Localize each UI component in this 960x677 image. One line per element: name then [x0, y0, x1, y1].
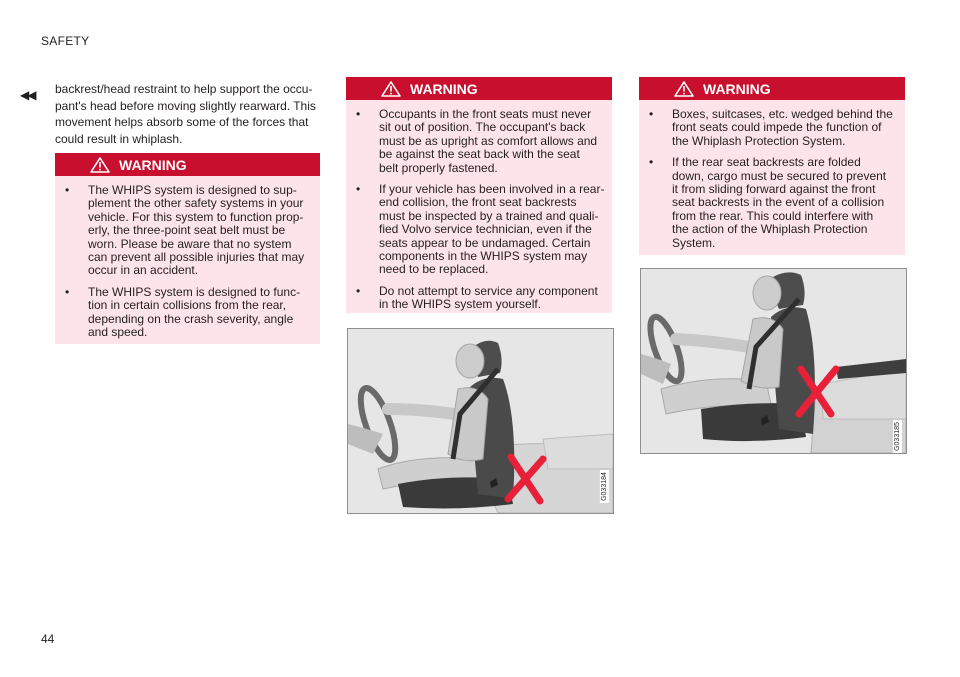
- warning-item: [55, 184, 320, 278]
- warning-line: Occupants in the front seats must never: [379, 107, 592, 121]
- intro-paragraph: [55, 81, 327, 147]
- warning-item: [639, 156, 905, 250]
- warning-line: and speed.: [88, 325, 148, 340]
- warning-header: [55, 153, 320, 176]
- figure-code: G033185: [894, 422, 902, 451]
- figure-seat-dummy-2: [640, 268, 907, 454]
- warning-line: the action of the Whiplash Protection: [672, 222, 868, 237]
- section-title: SAFETY: [41, 34, 90, 48]
- bullet: •: [649, 155, 654, 170]
- bullet: •: [356, 107, 361, 121]
- warning-item: [639, 108, 905, 148]
- warning-line: erly, the three-point seat belt must be: [88, 223, 286, 238]
- warning-line: the Whiplash Protection System.: [672, 133, 846, 148]
- warning-line: plement the other safety systems in your: [88, 196, 304, 211]
- warning-line: Boxes, suitcases, etc. wedged behind the: [672, 107, 893, 121]
- warning-line: fied Volvo service technician, even if the: [379, 222, 592, 237]
- bullet: •: [649, 107, 654, 121]
- warning-line: down, cargo must be secured to prevent: [672, 168, 887, 183]
- warning-line: components in the WHIPS system may: [379, 249, 588, 264]
- bullet: •: [65, 183, 70, 197]
- warning-line: System.: [672, 235, 716, 250]
- warning-line: If the rear seat backrests are folded: [672, 155, 861, 170]
- warning-line: The WHIPS system is designed to func-: [88, 284, 301, 299]
- warning-line: seats appear to be undamaged. Certain: [379, 235, 591, 250]
- warning-triangle-icon: [674, 81, 694, 97]
- warning-line: seat backrests in the event of a collision: [672, 195, 885, 210]
- warning-line: front seats could impede the function of: [672, 120, 882, 135]
- warning-item: [55, 286, 320, 340]
- seat-dummy-illustration: [348, 329, 613, 513]
- bullet: •: [356, 182, 361, 197]
- warning-title: WARNING: [410, 80, 478, 97]
- warning-line: must be as upright as comfort allows and: [379, 133, 598, 148]
- warning-line: in the WHIPS system yourself.: [379, 297, 542, 312]
- page-number: 44: [41, 632, 55, 646]
- warning-header: [346, 77, 612, 100]
- figure-seat-dummy-1: [347, 328, 614, 514]
- warning-line: worn. Please be aware that no system: [88, 236, 292, 251]
- warning-line: tion in certain collisions from the rear,: [88, 298, 287, 313]
- warning-title: WARNING: [703, 80, 771, 97]
- warning-line: belt properly fastened.: [379, 160, 498, 175]
- bullet: •: [65, 284, 70, 299]
- previous-page-icon[interactable]: ◀◀: [20, 88, 35, 102]
- warning-line: occur in an accident.: [88, 263, 199, 278]
- warning-triangle-icon: [381, 81, 401, 97]
- warning-line: The WHIPS system is designed to sup-: [88, 183, 297, 197]
- intro-line: pant's head before moving slightly rearward. This: [55, 98, 316, 113]
- warning-box-seat-position: [346, 77, 612, 313]
- bullet: •: [356, 283, 361, 298]
- figure-code: G033184: [601, 472, 609, 501]
- warning-line: must be inspected by a trained and quali-: [379, 208, 599, 223]
- warning-box-whips-function: [55, 153, 320, 344]
- warning-item: [346, 285, 612, 312]
- warning-line: it from sliding forward against the front: [672, 182, 876, 197]
- warning-line: from the rear. This could interfere with: [672, 208, 874, 223]
- warning-item: [346, 183, 612, 277]
- warning-line: sit out of position. The occupant's back: [379, 120, 586, 135]
- intro-line: could result in whiplash.: [55, 131, 183, 146]
- warning-header: [639, 77, 905, 100]
- warning-box-cargo: [639, 77, 905, 255]
- intro-line: movement helps absorb some of the forces that: [55, 115, 309, 129]
- warning-line: end collision, the front seat backrests: [379, 195, 577, 210]
- warning-line: Do not attempt to service any component: [379, 283, 598, 298]
- warning-item: [346, 108, 612, 175]
- warning-line: depending on the crash severity, angle: [88, 311, 294, 326]
- warning-line: need to be replaced.: [379, 262, 489, 277]
- intro-line: backrest/head restraint to help support the occu-: [55, 82, 313, 96]
- warning-line: be against the seat back with the seat: [379, 147, 580, 162]
- warning-line: can prevent all possible injuries that may: [88, 250, 305, 265]
- seat-dummy-cargo-illustration: [641, 269, 906, 453]
- warning-triangle-icon: [90, 157, 110, 173]
- warning-line: If your vehicle has been involved in a rear-: [379, 182, 605, 197]
- warning-line: vehicle. For this system to function prop-: [88, 209, 304, 224]
- warning-title: WARNING: [119, 156, 187, 173]
